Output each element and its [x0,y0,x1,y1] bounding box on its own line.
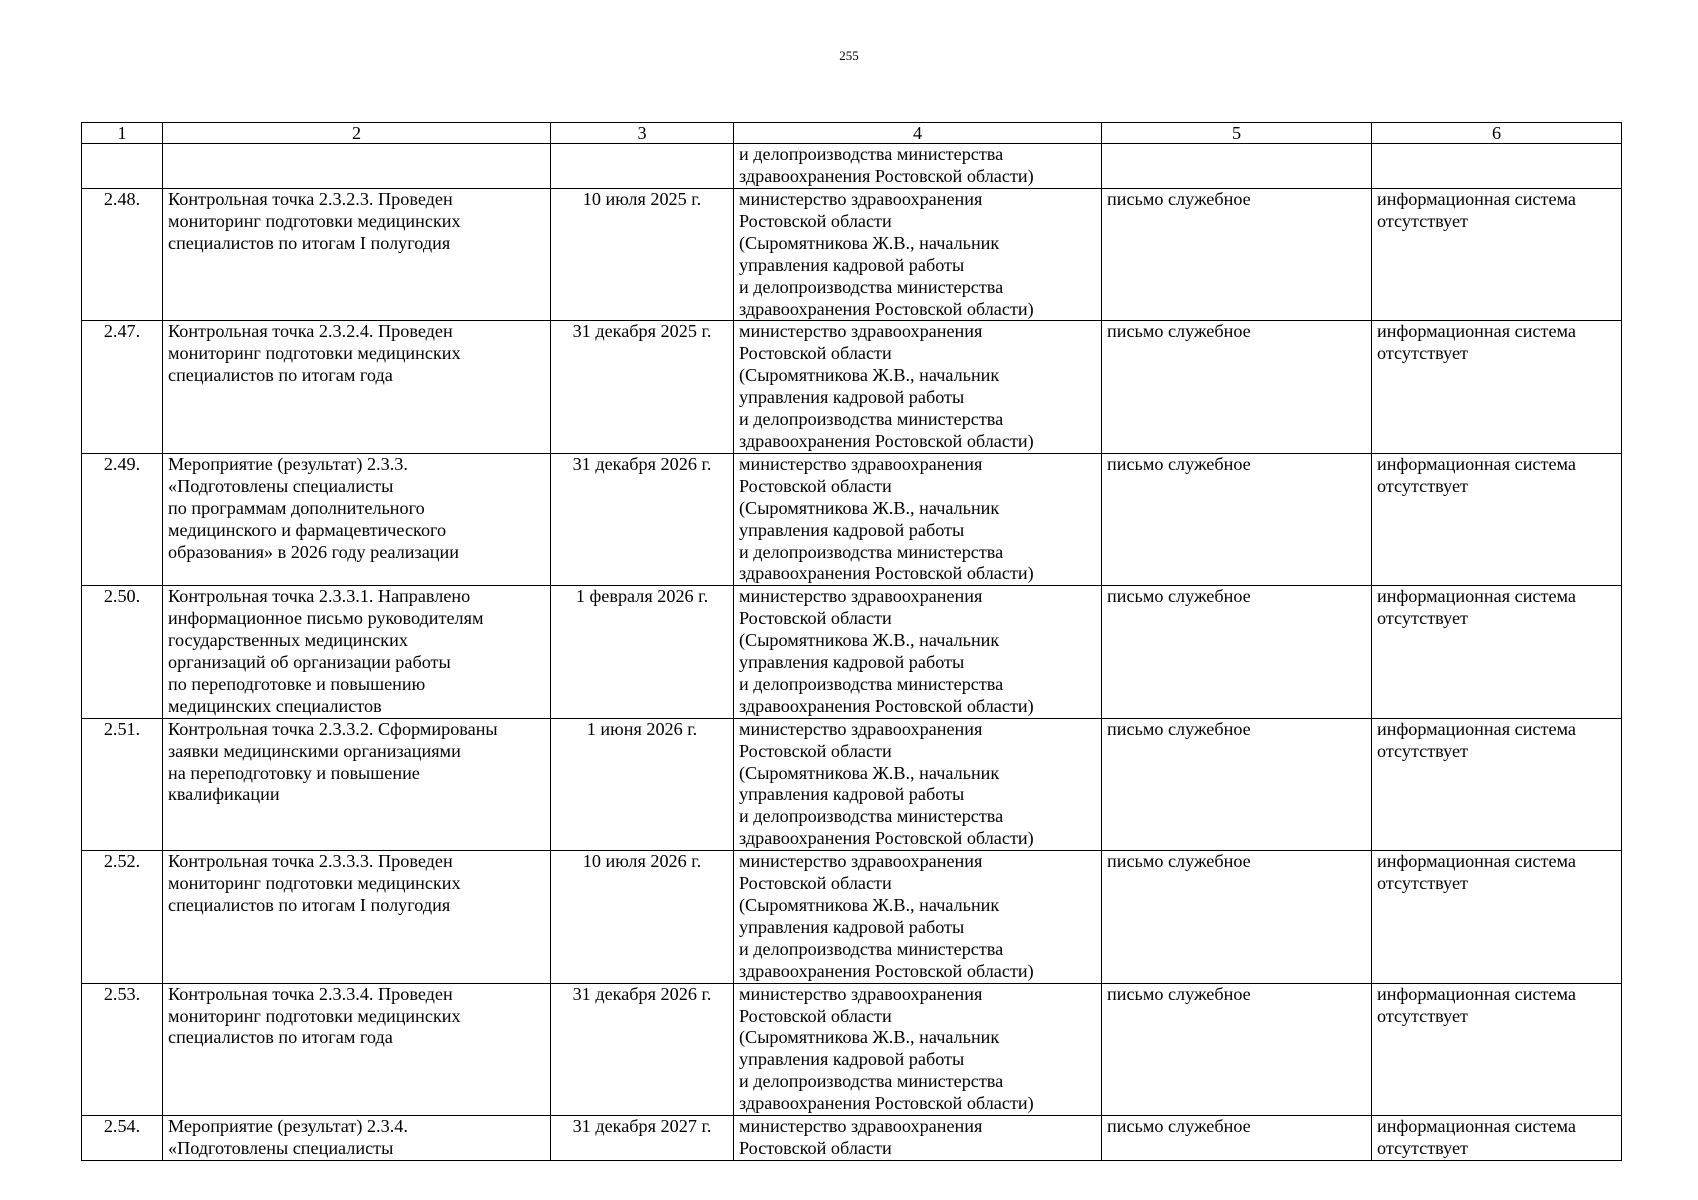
row-document-cell: письмо служебное [1102,983,1372,1115]
plan-table [81,122,1622,1161]
row-number-cell: 2.49. [82,453,163,585]
row-document-cell: письмо служебное [1102,189,1372,321]
row-system-cell [1372,189,1622,321]
name-line: Контрольная точка 2.3.3.2. Сформированы [168,718,498,739]
responsible-line: и делопроизводства министерства [739,806,1004,827]
responsible-line: Ростовской области [739,210,892,231]
name-line: по программам дополнительного [168,497,425,518]
table-row [82,586,1622,718]
table-row [82,1116,1622,1161]
responsible-line: здравоохранения Ростовской области) [739,563,1034,584]
row-document-cell: письмо служебное [1102,718,1372,850]
responsible-line: здравоохранения Ростовской области) [739,430,1034,451]
responsible-line: министерство здравоохранения [739,321,983,342]
name-line: специалистов по итогам I полугодия [168,232,451,253]
name-line: Мероприятие (результат) 2.3.4. [168,1116,408,1137]
row-system-cell [1372,983,1622,1115]
responsible-line: управления кадровой работы [739,1049,965,1070]
name-line: на переподготовку и повышение [168,762,420,783]
table-row [82,321,1622,453]
system-line: отсутствует [1377,343,1468,364]
responsible-line: (Сыромятникова Ж.В., начальник [739,497,1000,518]
row-number-cell: 2.47. [82,321,163,453]
row-system-cell [1372,144,1622,189]
system-line: информационная система [1377,1116,1576,1137]
name-line: медицинского и фармацевтического [168,519,447,540]
responsible-line: здравоохранения Ростовской области) [739,960,1034,981]
responsible-line: здравоохранения Ростовской области) [739,298,1034,319]
system-line: отсутствует [1377,608,1468,629]
row-document-cell: письмо служебное [1102,1116,1372,1161]
responsible-line: (Сыромятникова Ж.В., начальник [739,232,1000,253]
responsible-line: министерство здравоохранения [739,453,983,474]
system-line: отсутствует [1377,1137,1468,1158]
row-date-cell: 1 февраля 2026 г. [551,586,734,718]
system-line: отсутствует [1377,210,1468,231]
responsible-line: Ростовской области [739,740,892,761]
row-name-cell [163,718,551,850]
responsible-line: министерство здравоохранения [739,1116,983,1137]
responsible-line: управления кадровой работы [739,916,965,937]
row-system-cell [1372,851,1622,983]
table-row [82,851,1622,983]
name-line: специалистов по итогам года [168,365,393,386]
row-name-cell [163,851,551,983]
row-name-cell [163,321,551,453]
responsible-line: министерство здравоохранения [739,718,983,739]
system-line: отсутствует [1377,475,1468,496]
name-line: организаций об организации работы [168,652,451,673]
responsible-line: министерство здравоохранения [739,983,983,1004]
system-line: информационная система [1377,718,1576,739]
name-line: Контрольная точка 2.3.3.3. Проведен [168,851,453,872]
responsible-line: и делопроизводства министерства [739,409,1004,430]
responsible-line: управления кадровой работы [739,784,965,805]
row-date-cell [551,144,734,189]
header-row [82,123,1622,144]
name-line: информационное письмо руководителям [168,608,484,629]
row-date-cell: 31 декабря 2026 г. [551,983,734,1115]
name-line: Мероприятие (результат) 2.3.3. [168,453,408,474]
row-system-cell [1372,586,1622,718]
responsible-line: и делопроизводства министерства [739,144,1004,164]
row-name-cell [163,1116,551,1161]
responsible-line: (Сыромятникова Ж.В., начальник [739,1027,1000,1048]
row-name-cell [163,453,551,585]
responsible-line: министерство здравоохранения [739,851,983,872]
row-date-cell: 10 июля 2026 г. [551,851,734,983]
row-system-cell [1372,321,1622,453]
name-line: мониторинг подготовки медицинских [168,1005,461,1026]
system-line: отсутствует [1377,1005,1468,1026]
row-number-cell [82,144,163,189]
table-row [82,983,1622,1115]
system-line: информационная система [1377,586,1576,607]
row-responsible-cell [734,321,1102,453]
responsible-line: Ростовской области [739,608,892,629]
responsible-line: и делопроизводства министерства [739,938,1004,959]
row-responsible-cell [734,144,1102,189]
row-responsible-cell [734,453,1102,585]
system-line: отсутствует [1377,873,1468,894]
name-line: специалистов по итогам I полугодия [168,895,451,915]
row-system-cell [1372,718,1622,850]
row-number-cell: 2.48. [82,189,163,321]
system-line: отсутствует [1377,740,1468,761]
row-date-cell: 10 июля 2025 г. [551,189,734,321]
system-line: информационная система [1377,189,1576,209]
name-line: государственных медицинских [168,630,408,651]
name-line: Контрольная точка 2.3.3.4. Проведен [168,983,453,1004]
name-line: квалификации [168,784,280,805]
table-row [82,453,1622,585]
name-line: образования» в 2026 году реализации [168,541,459,562]
responsible-line: (Сыромятникова Ж.В., начальник [739,762,1000,783]
name-line: по переподготовке и повышению [168,673,426,694]
responsible-line: и делопроизводства министерства [739,1071,1004,1092]
responsible-line: здравоохранения Ростовской области) [739,1093,1034,1114]
row-date-cell: 31 декабря 2026 г. [551,453,734,585]
row-number-cell: 2.52. [82,851,163,983]
row-name-cell [163,189,551,321]
name-line: «Подготовлены специалисты [168,475,394,496]
system-line: информационная система [1377,321,1576,342]
row-name-cell [163,144,551,189]
page-number: 255 [839,48,859,63]
row-document-cell: письмо служебное [1102,321,1372,453]
column-header-4: 4 [734,123,1102,144]
table-body [82,144,1622,1161]
responsible-line: здравоохранения Ростовской области) [739,165,1034,186]
name-line: «Подготовлены специалисты [168,1137,394,1158]
responsible-line: управления кадровой работы [739,254,965,275]
table-row-continuation [82,144,1622,189]
row-responsible-cell [734,851,1102,983]
row-responsible-cell [734,983,1102,1115]
name-line: Контрольная точка 2.3.3.1. Направлено [168,586,471,607]
responsible-line: и делопроизводства министерства [739,541,1004,562]
responsible-line: Ростовской области [739,343,892,364]
column-header-3: 3 [551,123,734,144]
responsible-line: и делопроизводства министерства [739,673,1004,694]
responsible-line: здравоохранения Ростовской области) [739,695,1034,716]
name-line: медицинских специалистов [168,695,382,716]
responsible-line: (Сыромятникова Ж.В., начальник [739,630,1000,651]
responsible-line: Ростовской области [739,1137,892,1158]
table-row [82,718,1622,850]
column-header-6: 6 [1372,123,1622,144]
system-line: информационная система [1377,453,1576,474]
row-number-cell: 2.53. [82,983,163,1115]
responsible-line: Ростовской области [739,475,892,496]
row-document-cell [1102,144,1372,189]
row-number-cell: 2.51. [82,718,163,850]
name-line: мониторинг подготовки медицинских [168,343,461,364]
row-date-cell: 31 декабря 2025 г. [551,321,734,453]
column-header-2: 2 [163,123,551,144]
responsible-line: управления кадровой работы [739,652,965,673]
name-line: специалистов по итогам года [168,1027,393,1048]
row-responsible-cell [734,586,1102,718]
row-document-cell: письмо служебное [1102,453,1372,585]
row-responsible-cell [734,189,1102,321]
responsible-line: Ростовской области [739,873,892,894]
responsible-line: министерство здравоохранения [739,189,983,209]
row-name-cell [163,586,551,718]
responsible-line: (Сыромятникова Ж.В., начальник [739,365,1000,386]
responsible-line: Ростовской области [739,1005,892,1026]
row-number-cell: 2.54. [82,1116,163,1161]
column-header-1: 1 [82,123,163,144]
table-row [82,189,1622,321]
column-header-5: 5 [1102,123,1372,144]
responsible-line: управления кадровой работы [739,387,965,408]
row-system-cell [1372,1116,1622,1161]
name-line: мониторинг подготовки медицинских [168,210,461,231]
row-number-cell: 2.50. [82,586,163,718]
responsible-line: управления кадровой работы [739,519,965,540]
responsible-line: (Сыромятникова Ж.В., начальник [739,895,1000,915]
row-document-cell: письмо служебное [1102,586,1372,718]
system-line: информационная система [1377,983,1576,1004]
responsible-line: и делопроизводства министерства [739,276,1004,297]
row-system-cell [1372,453,1622,585]
name-line: мониторинг подготовки медицинских [168,873,461,894]
row-responsible-cell [734,1116,1102,1161]
name-line: Контрольная точка 2.3.2.4. Проведен [168,321,453,342]
row-date-cell: 31 декабря 2027 г. [551,1116,734,1161]
name-line: Контрольная точка 2.3.2.3. Проведен [168,189,453,209]
responsible-line: министерство здравоохранения [739,586,983,607]
row-name-cell [163,983,551,1115]
row-date-cell: 1 июня 2026 г. [551,718,734,850]
system-line: информационная система [1377,851,1576,872]
row-document-cell: письмо служебное [1102,851,1372,983]
responsible-line: здравоохранения Ростовской области) [739,828,1034,849]
row-responsible-cell [734,718,1102,850]
name-line: заявки медицинскими организациями [168,740,461,761]
